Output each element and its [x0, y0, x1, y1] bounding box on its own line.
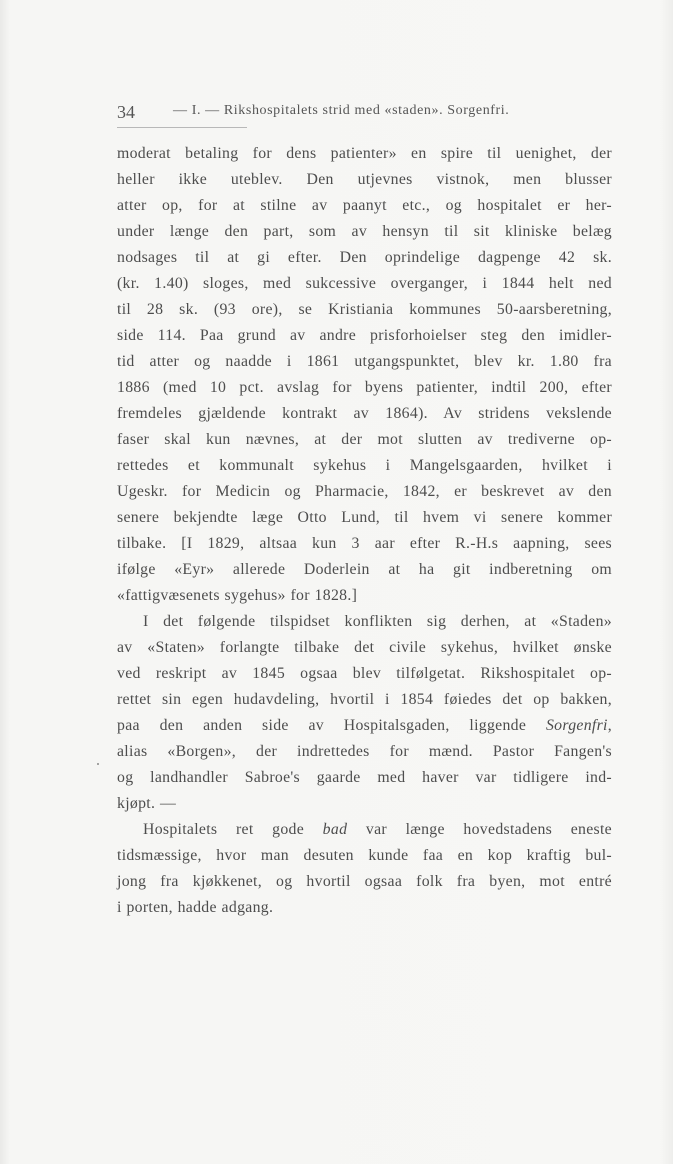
text-line: tidsmæssige, hvor man desuten kunde faa en kop kraftig bul- [117, 847, 612, 864]
text-line: ved reskript av 1845 ogsaa blev tilfølgetat. Rikshospitalet op- [117, 665, 612, 682]
text-line: nodsages til at gi efter. Den oprindelige dagpenge 42 sk. [117, 249, 612, 266]
body-text [117, 141, 612, 921]
text-line: (kr. 1.40) sloges, med sukcessive overganger, i 1844 helt ned [117, 275, 612, 292]
text-line: kjøpt. — [117, 795, 177, 812]
text-line: atter op, for at stilne av paanyt etc., og hospitalet er her- [117, 197, 612, 214]
text-line: senere bekjendte læge Otto Lund, til hvem vi senere kommer [117, 509, 612, 526]
text-line: tid atter og naadde i 1861 utgangspunktet, blev kr. 1.80 fra [117, 353, 612, 370]
text-line: paa den anden side av Hospitalsgaden, liggende Sorgenfri, [117, 717, 612, 734]
text-line: «fattigvæsenets sygehus» for 1828.] [117, 587, 358, 604]
text-line: rettedes et kommunalt sykehus i Mangelsgaarden, hvilket i [117, 457, 612, 474]
text-line: ifølge «Eyr» allerede Doderlein at ha git indberetning om [117, 561, 612, 578]
text-line: rettet sin egen hudavdeling, hvortil i 1854 føiedes det op bakken, [117, 691, 612, 708]
text-line: Hospitalets ret gode bad var længe hovedstadens eneste [143, 821, 612, 838]
text-line: fremdeles gjældende kontrakt av 1864). Av stridens vekslende [117, 405, 612, 422]
text-line: under længe den part, som av hensyn til sit kliniske belæg [117, 223, 612, 240]
margin-mark [97, 763, 99, 765]
text-line: 1886 (med 10 pct. avslag for byens patienter, indtil 200, efter [117, 379, 612, 396]
text-line: i porten, hadde adgang. [117, 899, 274, 916]
text-line: alias «Borgen», der indrettedes for mænd. Pastor Fangen's [117, 743, 612, 760]
header-rule [117, 127, 247, 128]
text-line: I det følgende tilspidset konflikten sig derhen, at «Staden» [143, 613, 612, 630]
text-line: og landhandler Sabroe's gaarde med haver var tidligere ind- [117, 769, 612, 786]
page-header [117, 100, 617, 124]
running-title: — I. — Rikshospitalets strid med «staden». Sorgenfri. [173, 103, 510, 118]
text-line: heller ikke uteblev. Den utjevnes vistnok, men blusser [117, 171, 612, 188]
text-line: tilbake. [I 1829, altsaa kun 3 aar efter R.-H.s aapning, sees [117, 535, 612, 552]
text-line: jong fra kjøkkenet, og hvortil ogsaa folk fra byen, mot entré [117, 873, 612, 890]
text-line: til 28 sk. (93 ore), se Kristiania kommunes 50-aarsberetning, [117, 301, 612, 318]
text-line: faser skal kun nævnes, at der mot slutten av trediverne op- [117, 431, 612, 448]
page-number: 34 [117, 102, 135, 122]
text-line: av «Staten» forlangte tilbake det civile sykehus, hvilket ønske [117, 639, 612, 656]
text-line: side 114. Paa grund av andre prisforhoielser steg den imidler- [117, 327, 612, 344]
text-line: Ugeskr. for Medicin og Pharmacie, 1842, er beskrevet av den [117, 483, 612, 500]
text-line: moderat betaling for dens patienter» en spire til uenighet, der [117, 145, 612, 162]
